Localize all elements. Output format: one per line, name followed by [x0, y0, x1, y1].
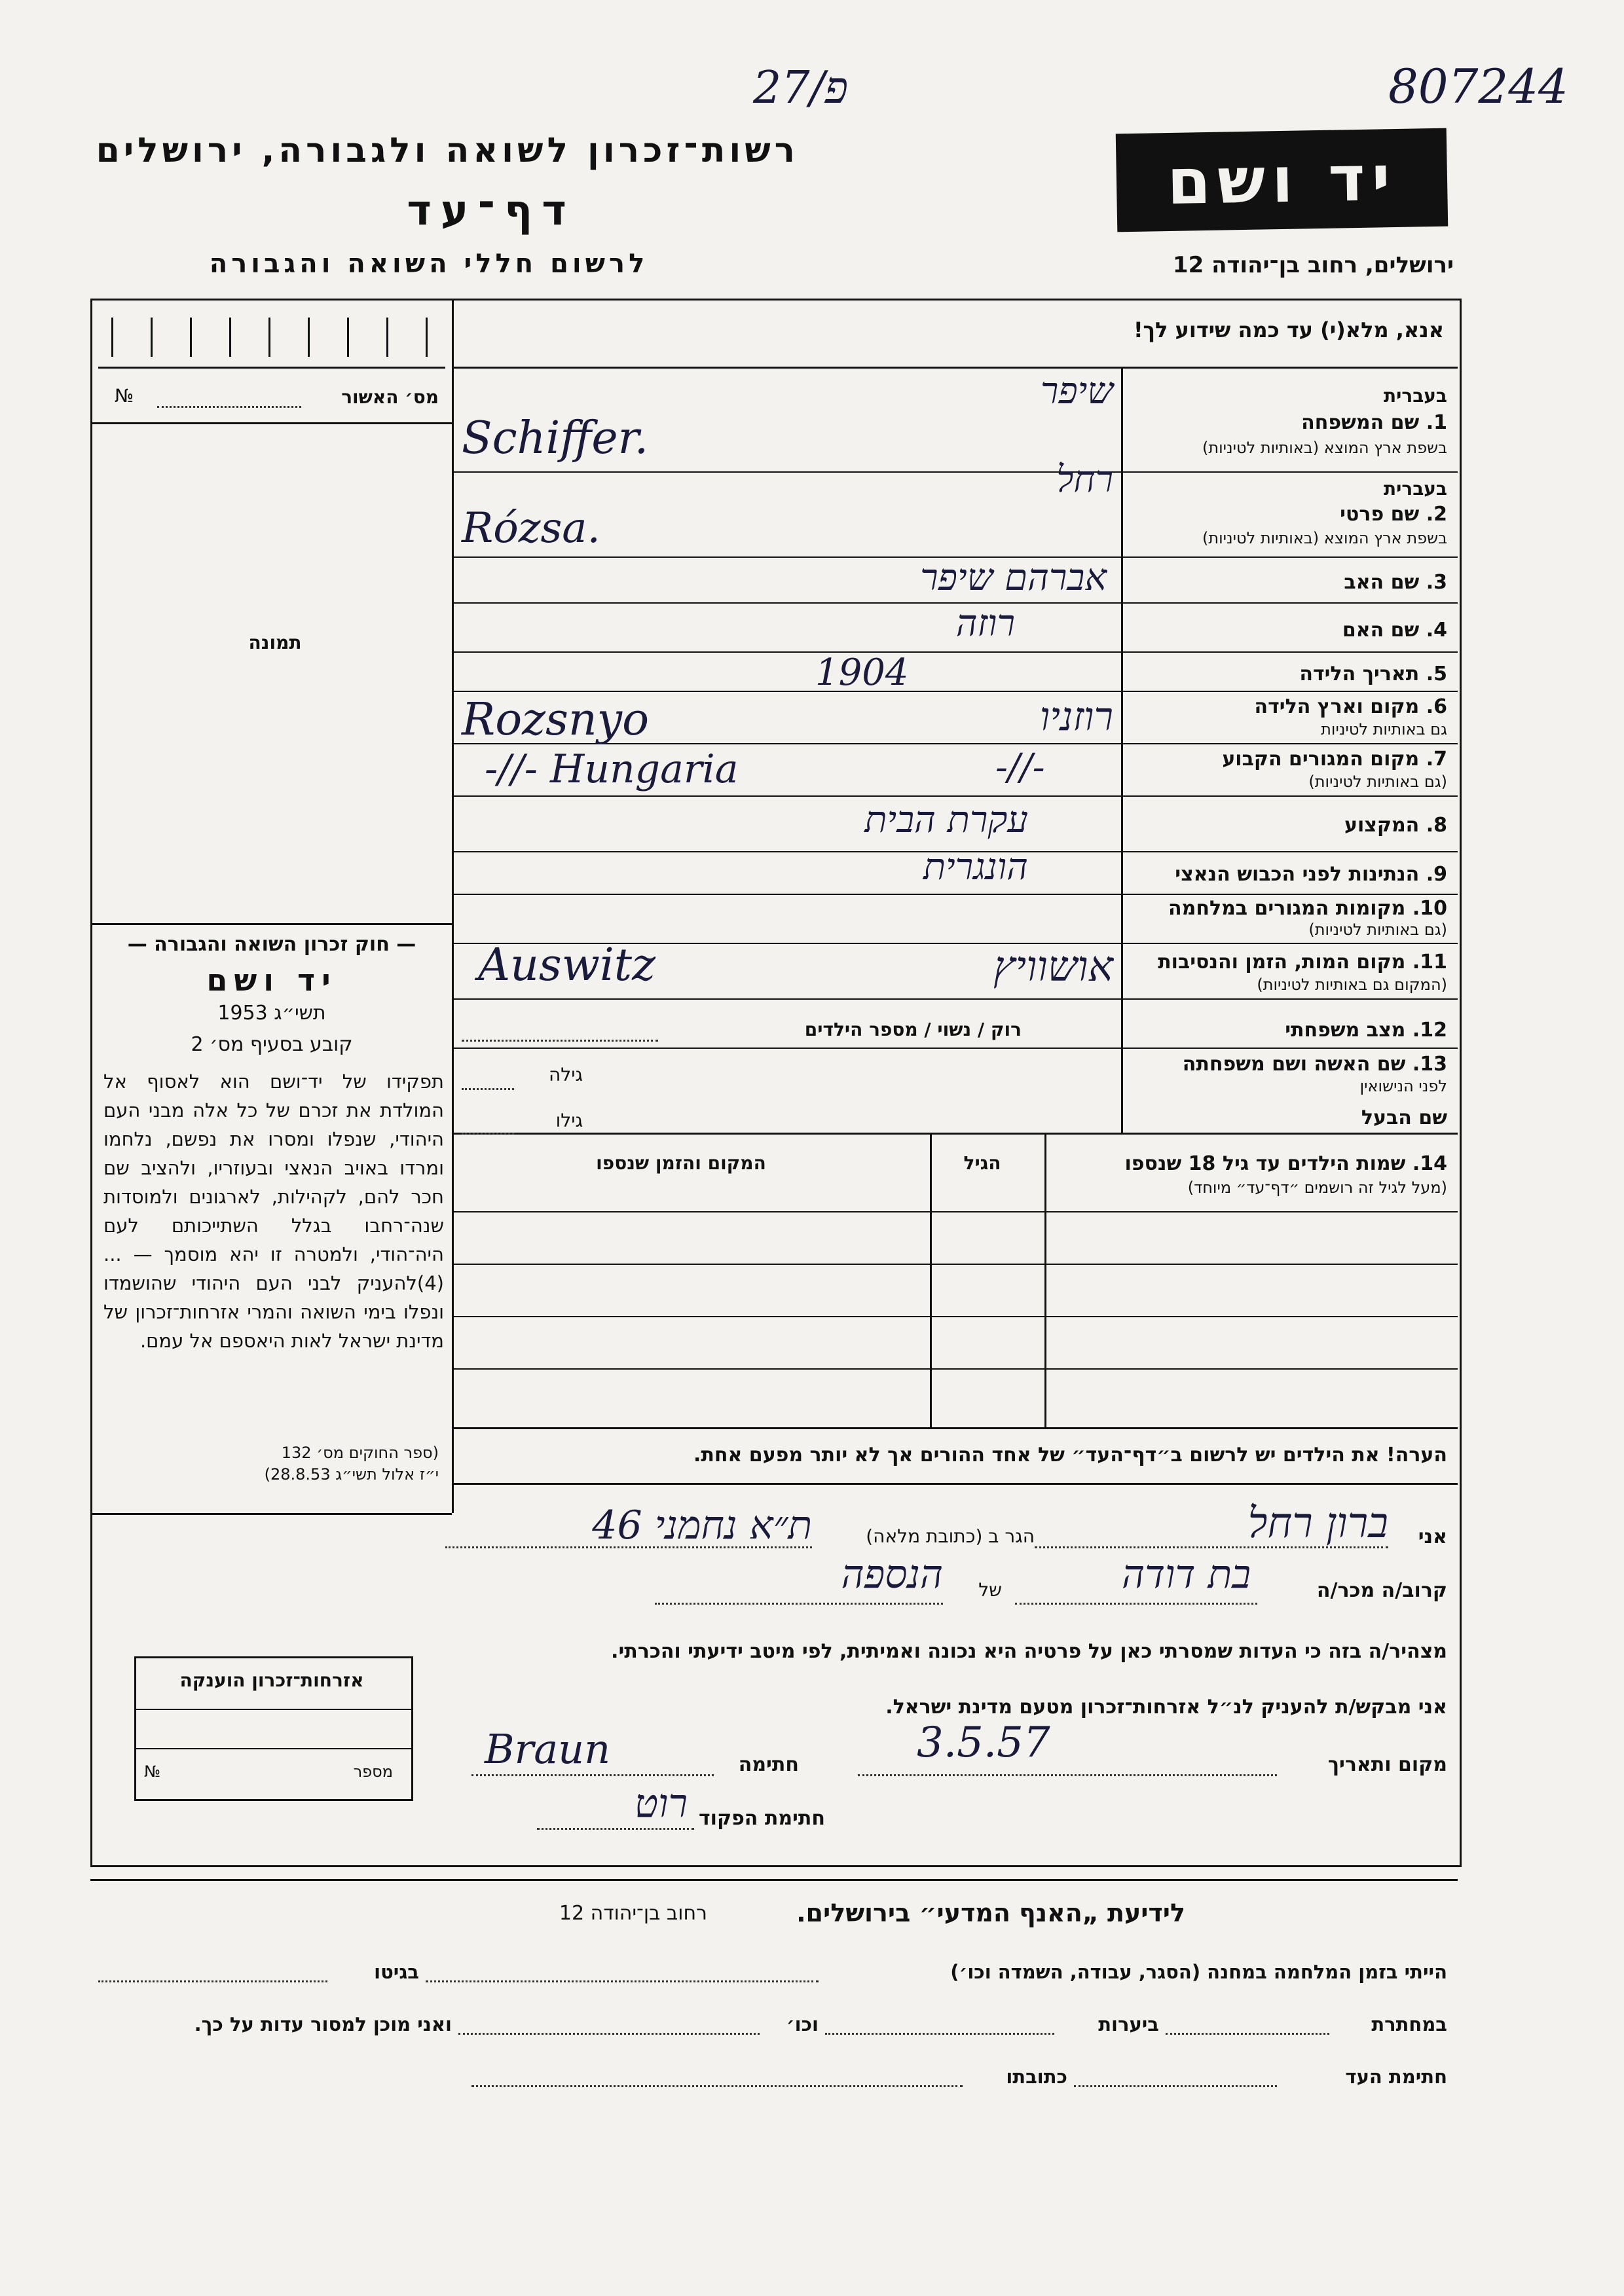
law-year: תשי״ג 1953	[217, 1002, 326, 1025]
left-column-divider	[452, 299, 454, 1513]
children-row-2	[452, 1264, 1458, 1265]
citizenship-line-1	[134, 1709, 411, 1710]
field4-num: 4.	[1426, 619, 1447, 642]
field9-num: 9.	[1426, 863, 1447, 886]
signature-value: Braun	[485, 1725, 611, 1773]
citizenship-line-2	[134, 1748, 411, 1749]
officer-dots	[537, 1828, 694, 1830]
law-bottom	[90, 1513, 452, 1515]
field3-num: 3.	[1426, 571, 1447, 594]
relative-label: קרוב/ה מכר/ה	[1316, 1579, 1447, 1602]
row-line-1	[452, 471, 1458, 473]
officer-label: חתימת הפקוד	[699, 1807, 825, 1830]
declarant-name: ברון רחל	[1247, 1499, 1388, 1548]
form-subtitle: לרשום חללי השואה והגבורה	[209, 249, 649, 279]
children-note: הערה! את הילדים יש לרשום ב״דף־העד״ של אחד ההורים אך לא יותר מפעם אחת.	[693, 1444, 1447, 1467]
note-bottom	[452, 1483, 1458, 1485]
photo-label: תמונה	[248, 632, 302, 653]
declarant-residing-label: הגר ב (כתובת מלאה)	[866, 1525, 1035, 1547]
field1-sub: בשפת ארץ המוצא (באותיות לטיניות)	[1202, 439, 1447, 457]
field1-hebrew-value: שיפר	[1040, 370, 1113, 412]
authority-name: רשות־זכרון לשואה ולגבורה, ירושלים	[96, 131, 799, 170]
field1-hebrew-tag: בעברית	[1383, 385, 1447, 407]
field12-label: מצב משפחתי	[1285, 1019, 1406, 1042]
children-col-place: המקום והזמן שנספו	[596, 1152, 766, 1174]
field6-num: 6.	[1426, 695, 1447, 718]
field2-hebrew-value: רחל	[1056, 458, 1113, 501]
approval-line	[90, 422, 452, 424]
field12-num: 12.	[1412, 1019, 1447, 1042]
row-line-9	[452, 894, 1458, 895]
form-intro: אנא, מלא(י) עד כמה שידוע לך!	[1133, 318, 1444, 342]
intro-line	[452, 367, 1458, 369]
citizenship-number-label: מספר	[353, 1762, 393, 1781]
wife-age-dots	[462, 1088, 514, 1090]
declaration-text: מצהיר/ה בזה כי העדות שמסרתי כאן על פרטיה היא נכונה ואמיתית, לפי מיטב ידיעתי והכרתי.	[611, 1640, 1447, 1663]
row-line-7	[452, 795, 1458, 797]
row-line-5	[452, 691, 1458, 692]
notice-line2-dots-b	[825, 2033, 1054, 2035]
label-divider	[1121, 367, 1123, 1133]
notice-line2-a: במחתרת	[1371, 2013, 1447, 2035]
law-ref-2: י״ז אלול תשי״ג 28.8.53)	[264, 1465, 439, 1484]
wife-age-label: גילה	[548, 1064, 583, 1085]
field6-label: מקום וארץ הלידה	[1254, 695, 1420, 718]
children-row-4	[452, 1368, 1458, 1370]
approval-dots	[157, 406, 301, 408]
field7-num: 7.	[1426, 748, 1447, 771]
handwritten-code: פ/27	[753, 62, 849, 114]
handwritten-number: 807244	[1388, 59, 1568, 114]
field10-num: 10.	[1412, 897, 1447, 920]
notice-address: רחוב בן־יהודה 12	[559, 1902, 707, 1925]
of-label: של	[978, 1579, 1002, 1601]
field6-sub: גם באותיות לטיניות	[1321, 720, 1447, 738]
header-address: ירושלים, רחוב בן־יהודה 12	[1172, 252, 1454, 278]
field11-label: מקום המות, הזמן והנסיבות	[1158, 951, 1406, 974]
children-col-line-1	[1044, 1133, 1046, 1427]
approval-no-mark: №	[115, 385, 134, 407]
form-title: דף־עד	[407, 187, 576, 235]
field3-label: שם האב	[1344, 571, 1420, 594]
request-text: אני מבקש/ת להעניק לנ״ל אזרחות־זכרון מטעם מדינת ישראל.	[885, 1696, 1447, 1719]
law-ref-1: (ספר החוקים מס׳ 132	[281, 1444, 439, 1462]
field3-value: אברהם שיפר	[920, 556, 1107, 599]
left-header-strip	[98, 308, 445, 369]
declarant-address-dots	[445, 1546, 812, 1548]
row-line-12	[452, 1048, 1458, 1049]
field2-latin-value: Rózsa.	[462, 504, 600, 553]
field2-sub: בשפת ארץ המוצא (באותיות לטיניות)	[1202, 529, 1447, 547]
field8-num: 8.	[1426, 814, 1447, 837]
law-clause: קובע בסעיף מס׳ 2	[191, 1033, 353, 1056]
field6-latin-value: Rozsnyo	[462, 694, 650, 746]
citizenship-no-mark: №	[144, 1762, 160, 1781]
field9-value: הונגרית	[923, 846, 1028, 888]
field13-sub: לפני הנישואין	[1359, 1077, 1447, 1095]
field9-label: הנתינות לפני הכבוש הנאצי	[1175, 863, 1420, 886]
photo-bottom-line	[90, 923, 452, 925]
yad-vashem-logo	[1116, 128, 1449, 232]
children-row-3	[452, 1316, 1458, 1317]
declarant-address: ת״א נחמני 46	[592, 1503, 812, 1548]
field6-value: רוזניו	[1039, 694, 1113, 740]
notice-line3-b: כתובתו	[1006, 2066, 1067, 2088]
signature-dots	[471, 1774, 714, 1776]
declarant-i-label: אני	[1418, 1525, 1447, 1548]
field11-value: אושוויץ	[993, 943, 1113, 991]
place-date-label: מקום ותאריך	[1327, 1753, 1447, 1776]
field1-label: שם המשפחה	[1301, 411, 1420, 434]
children-count-dots	[462, 1040, 658, 1042]
notice-line2-dots-c	[458, 2033, 760, 2035]
notice-line2-d: ואני מוכן למסור עדות על כך.	[194, 2013, 452, 2035]
notice-line1-b: בגיטו	[374, 1961, 419, 1983]
notice-line2-b: ביערות	[1098, 2013, 1159, 2035]
row-line-4	[452, 651, 1458, 653]
notice-line1-a: הייתי בזמן המלחמה במחנה (הסגר, עבודה, השמדה וכו׳)	[950, 1961, 1447, 1983]
officer-value: רוט	[634, 1781, 688, 1827]
notice-top-line	[90, 1879, 1458, 1881]
field7-label: מקום המגורים הקבוע	[1222, 748, 1420, 771]
field4-value: רוזה	[955, 602, 1015, 645]
children-row-1	[452, 1211, 1458, 1212]
field5-num: 5.	[1426, 663, 1447, 685]
field13-num: 13.	[1412, 1053, 1447, 1076]
relation-dots	[1015, 1603, 1257, 1605]
field13-label: שם האשה ושם משפחתה	[1182, 1053, 1406, 1076]
of-value: הנספה	[841, 1552, 943, 1597]
citizenship-title: אזרחות־זכרון הוענקה	[179, 1669, 364, 1691]
law-body: תפקידו של יד־ושם הוא לאסוף אל המולדת את זכרם של כל אלה מבני העם היהודי, שנפלו ומסרו את נפשם, נלחמו ומרדו באויב הנאצי ובעוזריו, ולהציב שם חכר להם, לקהילות, לארגונים ולמוסדות שנה־רחבו בגלל השתייכותם לעם היה־הודי, ולמטרה זו יהא מוסמך — ...(4)להעניק לבני העם היהודי שהושמדו ונפלו בימי השואה והמרי אזרחות־זכרון של מדינת ישראל לאות היאספם אל עמם.	[103, 1070, 444, 1352]
field4-label: שם האם	[1342, 619, 1420, 642]
field11-num: 11.	[1412, 951, 1447, 974]
notice-line2-c: וכו׳	[786, 2013, 819, 2035]
relation-value: בת דודה	[1121, 1552, 1251, 1597]
field7-sub: (גם באותיות לטיניות)	[1308, 773, 1447, 791]
signature-label: חתימה	[738, 1753, 799, 1776]
field5-label: תאריך הלידה	[1299, 663, 1420, 685]
notice-line2-dots-a	[1166, 2033, 1329, 2035]
of-dots	[655, 1603, 943, 1605]
children-col-line-2	[930, 1133, 932, 1427]
field11-latin-value: Auswitz	[478, 939, 655, 991]
field2-num: 2.	[1426, 503, 1447, 526]
declarant-name-dots	[1035, 1546, 1388, 1548]
field8-value: עקרת הבית	[864, 799, 1028, 841]
logo-text: יד ושם	[1166, 141, 1397, 219]
field2-label: שם פרטי	[1340, 503, 1420, 526]
notice-line3-dots-a	[1074, 2085, 1277, 2087]
law-logo: יד ושם	[206, 962, 337, 998]
children-sub: (מעל לגיל זה רושמים ״דף־עד״ מיוחד)	[1187, 1178, 1447, 1197]
husband-age-dots	[462, 1133, 514, 1135]
field1-num: 1.	[1426, 411, 1447, 434]
notice-line3-dots-b	[471, 2085, 963, 2087]
husband-label: שם הבעל	[1361, 1106, 1447, 1129]
field7-value: -//-	[995, 746, 1045, 789]
field7-latin-value: -//- Hungaria	[485, 746, 739, 792]
approval-label: מס׳ האשור	[341, 386, 439, 408]
husband-age-label: גילו	[555, 1110, 583, 1131]
field2-hebrew-tag: בעברית	[1383, 478, 1447, 500]
marital-options: רוק / נשוי / מספר הילדים	[804, 1019, 1022, 1040]
row-line-13	[452, 1133, 1458, 1135]
field5-value: 1904	[815, 651, 909, 694]
notice-line1-dots	[426, 1980, 819, 1982]
row-line-11	[452, 998, 1458, 1000]
field10-label: מקומות המגורים במלחמה	[1168, 897, 1406, 920]
field10-sub: (גם באותיות לטיניות)	[1308, 920, 1447, 939]
notice-line3-a: חתימת העד	[1345, 2066, 1447, 2088]
children-num: 14.	[1412, 1152, 1447, 1175]
children-bottom	[452, 1427, 1458, 1429]
field8-label: המקצוע	[1344, 814, 1420, 837]
field11-sub: (המקום גם באותיות לטיניות)	[1257, 975, 1447, 994]
notice-line1-dots-2	[98, 1980, 327, 1982]
law-heading: — חוק זכרון השואה והגבורה —	[127, 933, 416, 956]
children-col-age: הגיל	[963, 1152, 1001, 1174]
field1-latin-value: Schiffer.	[462, 412, 649, 464]
place-date-value: 3.5.57	[917, 1719, 1050, 1767]
place-date-dots	[858, 1774, 1277, 1776]
children-label: שמות הילדים עד גיל 18 שנספו	[1124, 1152, 1406, 1175]
notice-title: לידיעת „האנף המדעי״ בירושלים.	[796, 1899, 1185, 1927]
